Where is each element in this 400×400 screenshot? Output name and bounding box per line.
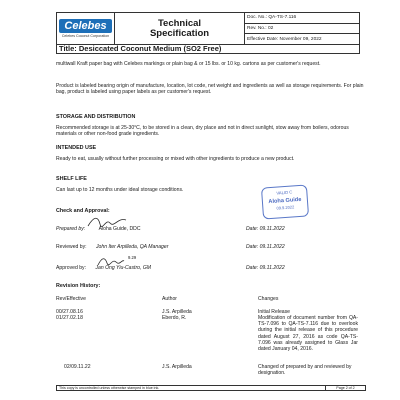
shelf-life-text: Can last up to 12 months under ideal storage conditions. [56, 187, 184, 193]
company-name: Celebes Coconut Corporation [61, 34, 110, 38]
approved-name: Jan Ong Yiu-Castro, GM [95, 265, 152, 271]
stamp-date: 09.9.2022 [276, 204, 295, 211]
document-title: Title: Desiccated Coconut Medium (SO2 Free) [56, 45, 360, 54]
prepared-name: Aloha Guide, DDC [98, 226, 141, 232]
signature-annotation: 9.29 [128, 255, 137, 260]
stamp-valid-text: VALID C [276, 189, 293, 196]
packaging-text: multiwall Kraft paper bag with Celebes markings or plain bag & or 15 lbs. or 10 kg. cartons as per customer's request. [56, 61, 321, 67]
validation-stamp [261, 184, 309, 219]
uncontrolled-copy-note: This copy is uncontrolled unless otherwise stamped in blue ink. [59, 386, 160, 390]
intended-use-text: Ready to eat, usually without further processing or mixed with other ingredients to produce a new product. [56, 156, 295, 162]
prepared-date: Date: 09.11.2022 [246, 226, 285, 232]
reviewed-name: John Iter Arpilleda, QA Manager [96, 244, 169, 250]
table-row-2-changes: Modification of document number from QA-TS-7.096 to QA-TS-7.116 due to overlook during the initial release of this procedure dated August 27, 2016 as code QA-TS-7.096 was already assigned to Glass Jar dated January 04, 2016. [258, 315, 358, 353]
prepared-label: Prepared by: [56, 226, 86, 232]
table-row-1-author: J.S. Arpilleda [162, 309, 192, 315]
approved-by-row [56, 265, 151, 271]
title-cell [115, 13, 245, 44]
prepared-by-row [56, 226, 141, 232]
labeling-text: Product is labeled bearing origin of manufacture, location, lot code, net weight and ingredients as well as storage requirements. For plain bag, product is labeled using paper labels as per customer's request. [56, 83, 364, 96]
intended-use-heading: INTENDED USE [56, 145, 97, 151]
table-row-1-changes: Initial Release [258, 309, 290, 315]
col-header-changes: Changes [258, 296, 279, 302]
title-line-1: Technical [157, 17, 202, 29]
reviewed-by-row [56, 244, 168, 250]
storage-heading: STORAGE AND DISTRIBUTION [56, 114, 136, 120]
table-row-3-rev: 02/09.11.22 [64, 364, 91, 370]
title-line-2: Specification [149, 27, 210, 39]
approved-label: Approved by: [56, 265, 87, 271]
col-header-rev: Rev/Effective [56, 296, 86, 302]
meta-cell [245, 13, 359, 44]
effective-date: Effective Date: November 09, 2022 [247, 36, 322, 42]
approval-heading: Check and Approval: [56, 208, 110, 214]
table-row-3-author: J.S. Arpilleda [162, 364, 192, 370]
stamp-signature: Aloha Guide [268, 196, 302, 206]
reviewed-label: Reviewed by: [56, 244, 87, 250]
doc-number: Doc. No.: QA-TS-7.116 [245, 13, 359, 24]
shelf-life-heading: SHELF LIFE [56, 176, 87, 182]
storage-text: Recommended storage is at 25-30°C, to be stored in a clean, dry place and not in direct sunlight, stow away from boilers, odorous materials or other non-food grade ingredients. [56, 125, 349, 138]
reviewed-date: Date: 09.11.2022 [246, 244, 285, 250]
table-row-2-rev: 01/27.02.18 [56, 315, 83, 321]
revision-number: Rev. No.: 02 [245, 24, 359, 35]
company-logo: Celebes [59, 19, 111, 33]
table-row-1-rev: 00/27.08.16 [56, 309, 83, 315]
document-footer [56, 385, 366, 391]
page-number: Page 2 of 2 [325, 386, 365, 390]
revision-heading: Revision History: [56, 283, 101, 289]
approved-date: Date: 09.11.2022 [246, 265, 285, 271]
col-header-author: Author [162, 296, 178, 302]
table-row-3-changes: Changed of prepared by and reviewed by designation. [258, 364, 352, 377]
logo-cell [57, 13, 115, 44]
document-header [56, 12, 360, 45]
table-row-2-author: Eberdo, R. [162, 315, 187, 321]
